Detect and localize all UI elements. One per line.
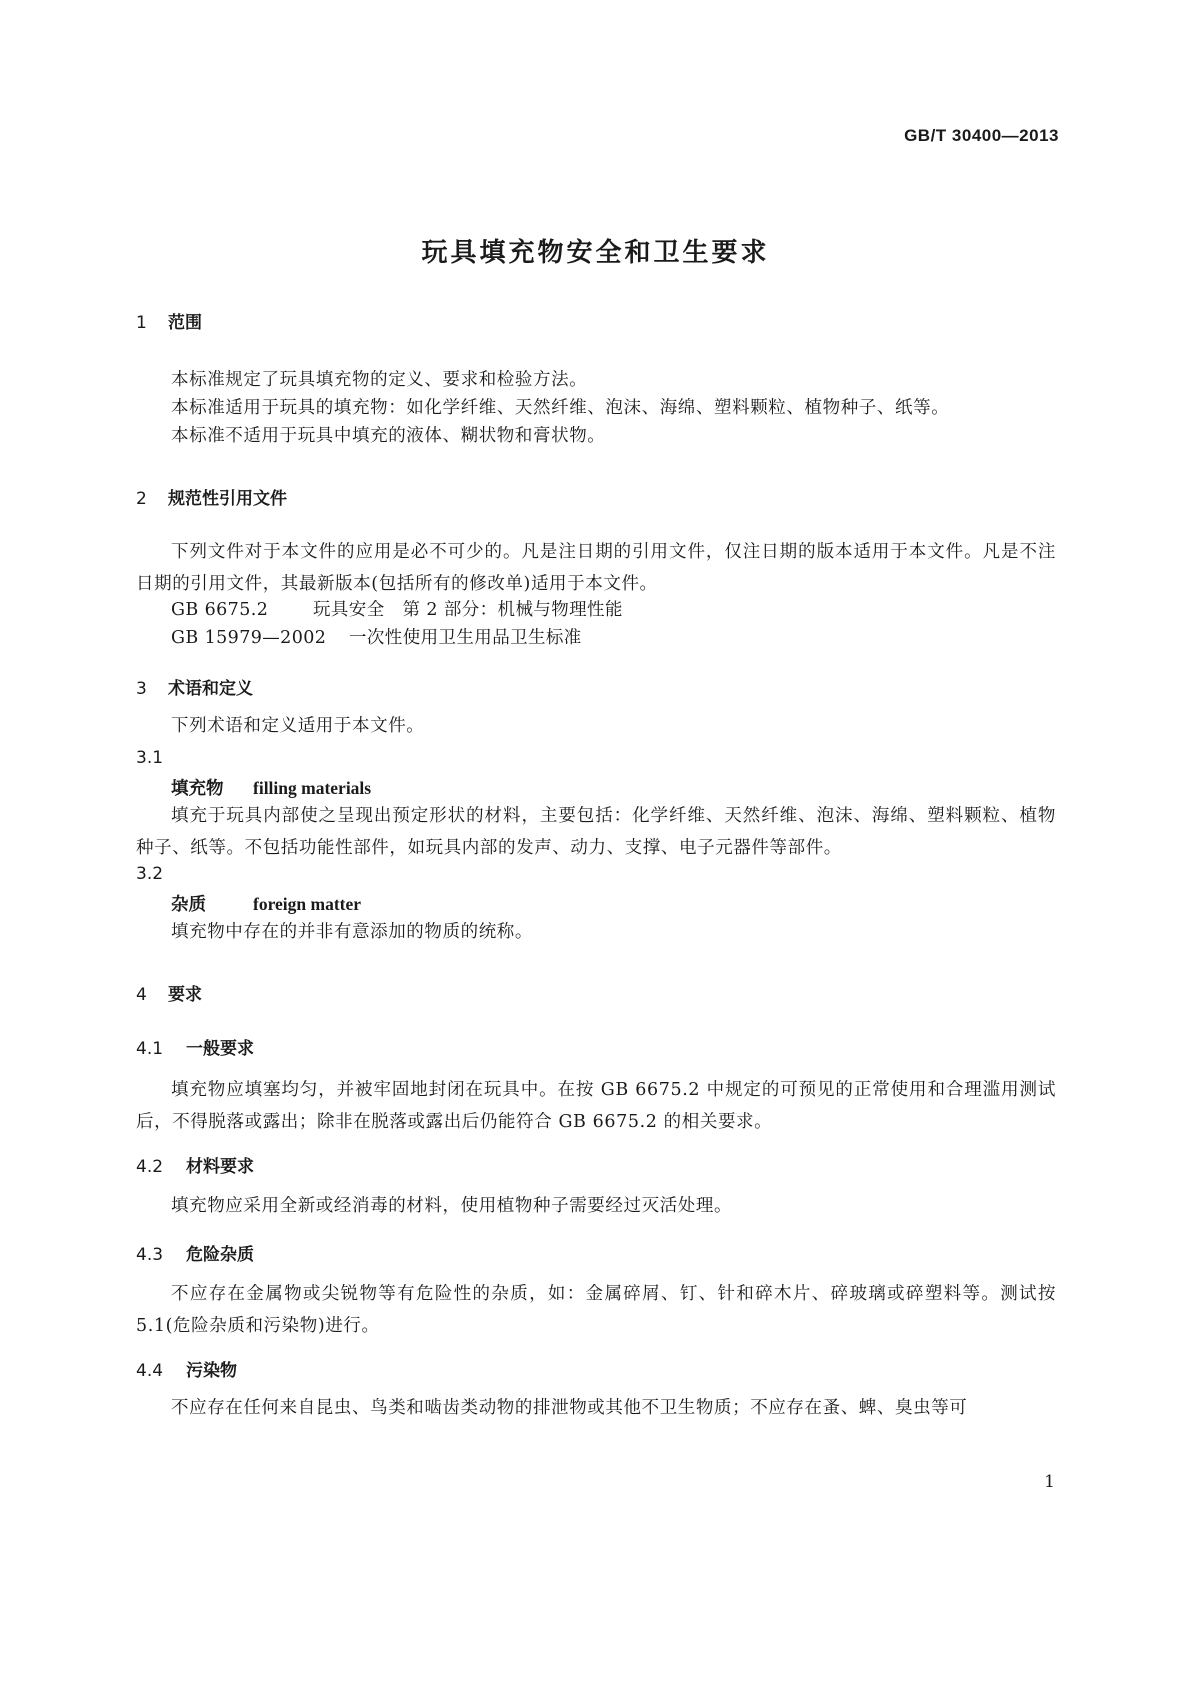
document-title: 玩具填充物安全和卫生要求 <box>421 238 770 268</box>
section-number: 2 <box>136 489 147 509</box>
subsection-number: 4.1 <box>136 1039 164 1059</box>
subsection-number: 4.3 <box>136 1245 164 1265</box>
reference-code: GB 15979—2002 <box>171 628 327 648</box>
section-1-paragraph-2: 本标准适用于玩具的填充物：如化学纤维、天然纤维、泡沫、海绵、塑料颗粒、植物种子、纸等。 <box>171 398 950 418</box>
subsection-4-3-heading <box>136 1240 1056 1265</box>
section-number: 4 <box>136 985 147 1005</box>
normative-reference-2 <box>136 622 1091 654</box>
subsection-number: 4.4 <box>136 1361 164 1381</box>
section-title: 范围 <box>168 313 202 333</box>
term-english-name: filling materials <box>253 778 372 798</box>
term-chinese-name: 杂质 <box>171 895 206 915</box>
subsection-title: 污染物 <box>186 1361 237 1381</box>
subsection-title: 危险杂质 <box>186 1245 254 1265</box>
section-1-paragraph-1: 本标准规定了玩具填充物的定义、要求和检验方法。 <box>171 370 588 390</box>
standard-number: GB/T 30400—2013 <box>904 126 1059 145</box>
term-3-1-definition: 填充于玩具内部使之呈现出预定形状的材料，主要包括：化学纤维、天然纤维、泡沫、海绵、塑料颗粒、植物种子、纸等。不包括功能性部件，如玩具内部的发声、动力、支撑、电子元器件等部件。 <box>136 806 1056 858</box>
subsection-title: 材料要求 <box>186 1157 254 1177</box>
section-title: 规范性引用文件 <box>168 489 287 509</box>
section-2-heading <box>136 484 1056 509</box>
section-number: 1 <box>136 313 147 333</box>
section-3-paragraph-1: 下列术语和定义适用于本文件。 <box>171 716 425 736</box>
subsection-4-2-text: 填充物应采用全新或经消毒的材料，使用植物种子需要经过灭活处理。 <box>171 1196 733 1216</box>
section-3-heading <box>136 674 1056 699</box>
term-english-name: foreign matter <box>253 894 362 914</box>
subsection-4-1-heading <box>136 1034 1056 1059</box>
section-4-heading <box>136 980 1056 1005</box>
term-number-3-2: 3.2 <box>136 864 164 884</box>
section-1-heading <box>136 308 1056 333</box>
term-number-3-1: 3.1 <box>136 748 164 768</box>
reference-title: 一次性使用卫生用品卫生标准 <box>349 628 582 648</box>
term-3-2-definition: 填充物中存在的并非有意添加的物质的统称。 <box>171 922 533 942</box>
subsection-4-4-heading <box>136 1356 1056 1381</box>
page-number: 1 <box>1044 1472 1055 1492</box>
subsection-title: 一般要求 <box>186 1039 254 1059</box>
subsection-4-4-text: 不应存在任何来自昆虫、鸟类和啮齿类动物的排泄物或其他不卫生物质；不应存在蚤、蜱、臭虫等可 <box>171 1398 968 1418</box>
section-2-paragraph-1: 下列文件对于本文件的应用是必不可少的。凡是注日期的引用文件，仅注日期的版本适用于本文件。凡是不注日期的引用文件，其最新版本(包括所有的修改单)适用于本文件。 <box>136 542 1056 594</box>
section-title: 要求 <box>168 985 202 1005</box>
reference-title: 玩具安全 第 2 部分：机械与物理性能 <box>313 600 623 620</box>
subsection-4-3-text: 不应存在金属物或尖锐物等有危险性的杂质，如：金属碎屑、钉、针和碎木片、碎玻璃或碎塑料等。测试按 5.1(危险杂质和污染物)进行。 <box>136 1284 1056 1336</box>
subsection-number: 4.2 <box>136 1157 164 1177</box>
term-chinese-name: 填充物 <box>171 779 224 799</box>
section-number: 3 <box>136 679 147 699</box>
subsection-4-2-heading <box>136 1152 1056 1177</box>
section-title: 术语和定义 <box>168 679 253 699</box>
reference-code: GB 6675.2 <box>171 600 269 620</box>
subsection-4-1-text: 填充物应填塞均匀，并被牢固地封闭在玩具中。在按 GB 6675.2 中规定的可预见的正常使用和合理滥用测试后，不得脱落或露出；除非在脱落或露出后仍能符合 GB 6675.2 的相关要求。 <box>136 1080 1056 1132</box>
section-1-paragraph-3: 本标准不适用于玩具中填充的液体、糊状物和膏状物。 <box>171 426 606 446</box>
